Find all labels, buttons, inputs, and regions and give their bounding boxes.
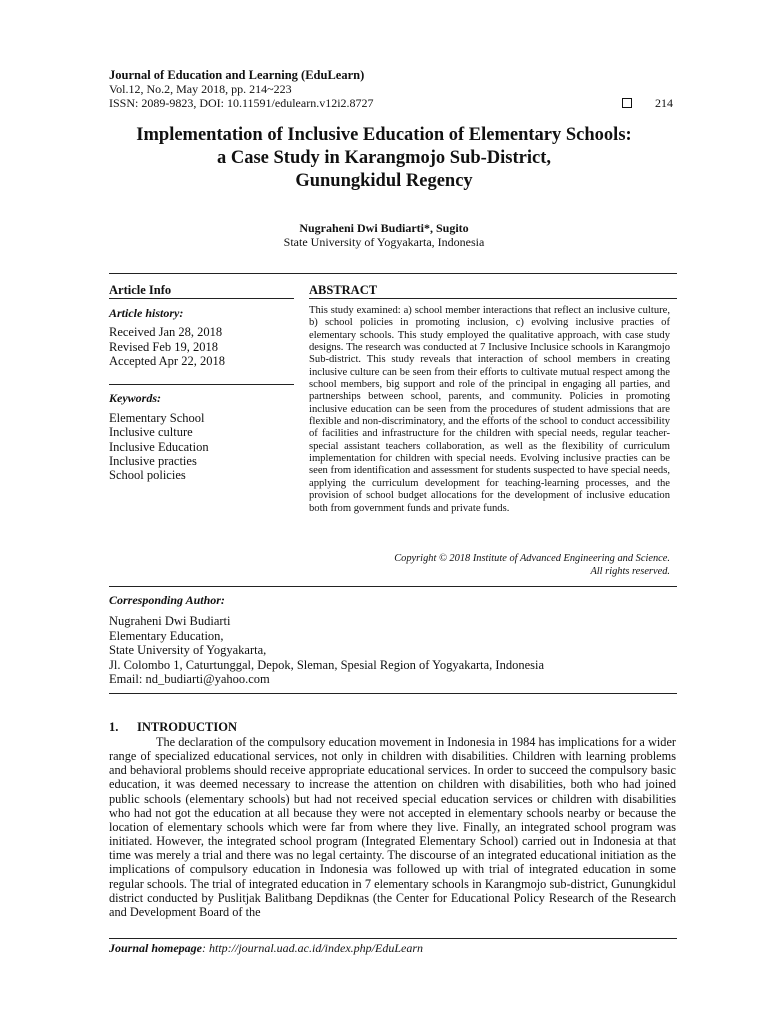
paper-title — [90, 124, 678, 193]
homepage-url[interactable]: http://journal.uad.ac.id/index.php/EduLearn — [209, 941, 423, 955]
keyword-item: Inclusive Education — [109, 439, 209, 454]
introduction-paragraph: The declaration of the compulsory education movement in Indonesia in 1984 has implications for a wider range of specialized educational services, not only in children with disabilities. Children with learning problems and behavioral problems should receive appropriate educational services. In order to succeed the compulsory basic education, it was deemed necessary to increase the attention on children with disabilities, both who had joined public schools (elementary schools) but had not received special education services or children with disabilities who had not got the education at all because they were not accepted in elementary schools nearby or because the location of elementary schools which were far from where they live. Finally, an integrated school program was initiated. However, the integrated school program (Integrated Elementary School) carried out in Indonesia at that time was merely a trial and there was no legal certainty. The discourse of an integrated educational initiation as the implications of compulsory education in Indonesia was followed up with trial of integrated education in some regular schools. The trial of integrated education in 7 elementary schools in Karangmojo sub-district, Gunungkidul district conducted by Puslitjak Balitbang Depdiknas (the Center for Educational Policy Research of the Research and Development Board of the — [109, 735, 676, 919]
keyword-item: School policies — [109, 468, 186, 483]
title-line: a Case Study in Karangmojo Sub-District, — [216, 148, 552, 168]
authors: Nugraheni Dwi Budiarti*, Sugito — [299, 221, 469, 235]
author-detail-line: Nugraheni Dwi Budiarti — [109, 614, 231, 628]
page-number: 214 — [655, 96, 673, 110]
title-line: Gunungkidul Regency — [295, 171, 473, 191]
history-rule — [109, 384, 294, 385]
title-line: Implementation of Inclusive Education of Elementary Schools: — [136, 125, 632, 145]
section-heading-introduction — [109, 720, 237, 735]
history-item: Received Jan 28, 2018 — [109, 325, 223, 339]
history-item: Accepted Apr 22, 2018 — [109, 354, 225, 368]
corresponding-author-heading: Corresponding Author: — [109, 593, 225, 607]
footer-rule — [109, 938, 677, 939]
article-info-heading: Article Info — [109, 283, 172, 297]
journal-name: Journal of Education and Learning (EduLearn) — [109, 68, 365, 82]
author-bottom-rule — [109, 693, 677, 694]
abstract-heading: ABSTRACT — [309, 283, 378, 297]
article-history-heading: Article history: — [109, 306, 184, 320]
abstract-text: This study examined: a) school member interactions that reflect an inclusive culture, b) school policies in promoting inclusion, c) evolving inclusive practies of elementary schools. This study employed the qualitative approach, with case study designs. The research was conducted at 7 Inclusive Inclusice schools in Karangmojo Sub-district. This study reveals that interaction of school members in creating inclusive culture can be seen from their efforts to cultivate mutual respect among the school members, big support and role of the principal in engaging all parties, and partnerships between school, parents, and community. Policies in promoting inclusive education can be seen from the procedures of student admissions that are flexible and non-discriminatory, and the efforts of the school to conduct accessibility of facilities and infrastructure for the children with special needs, regular teacher-special assistant teachers collaboration, as well as the flexibility of curriculum implementation for children with special needs. Evolving inclusive practies can be seen from identification and assessment for students suspected to have special needs, applying the curriculum development for teaching-learning processes, and the provision of school budget allocations for the development of inclusive education both from government funds and private funds. — [309, 305, 670, 514]
keywords-list — [109, 411, 209, 482]
copyright-notice — [309, 552, 670, 578]
keyword-item: Inclusive culture — [109, 425, 193, 440]
affiliation: State University of Yogyakarta, Indonesia — [283, 235, 485, 249]
history-item: Revised Feb 19, 2018 — [109, 339, 219, 354]
issn-doi-line: ISSN: 2089-9823, DOI: 10.11591/edulearn.v12i2.8727 — [109, 96, 374, 110]
author-detail-line: Jl. Colombo 1, Caturtunggal, Depok, Sleman, Spesial Region of Yogyakarta, Indonesia — [109, 657, 545, 672]
journal-homepage — [109, 941, 423, 956]
keyword-item: Inclusive practies — [109, 453, 197, 468]
author-detail-line: State University of Yogyakarta, — [109, 643, 267, 658]
homepage-colon: : — [202, 941, 210, 955]
info-rule — [109, 298, 294, 299]
keywords-heading: Keywords: — [109, 391, 161, 405]
abstract-bottom-rule — [109, 586, 677, 587]
author-detail-line: Elementary Education, — [109, 628, 224, 643]
copyright-line: Copyright © 2018 Institute of Advanced Engineering and Science. — [394, 553, 670, 564]
top-rule — [109, 273, 677, 274]
volume-line: Vol.12, No.2, May 2018, pp. 214~223 — [109, 82, 292, 96]
keyword-item: Elementary School — [109, 411, 205, 425]
copyright-line: All rights reserved. — [590, 566, 670, 577]
author-email: Email: nd_budiarti@yahoo.com — [109, 672, 270, 687]
article-history-list — [109, 325, 225, 369]
corresponding-author-details — [109, 614, 544, 687]
square-icon — [622, 98, 632, 108]
homepage-label: Journal homepage — [109, 941, 203, 955]
abstract-rule — [309, 298, 677, 299]
section-number: 1. — [109, 720, 119, 734]
section-title: INTRODUCTION — [137, 720, 238, 734]
